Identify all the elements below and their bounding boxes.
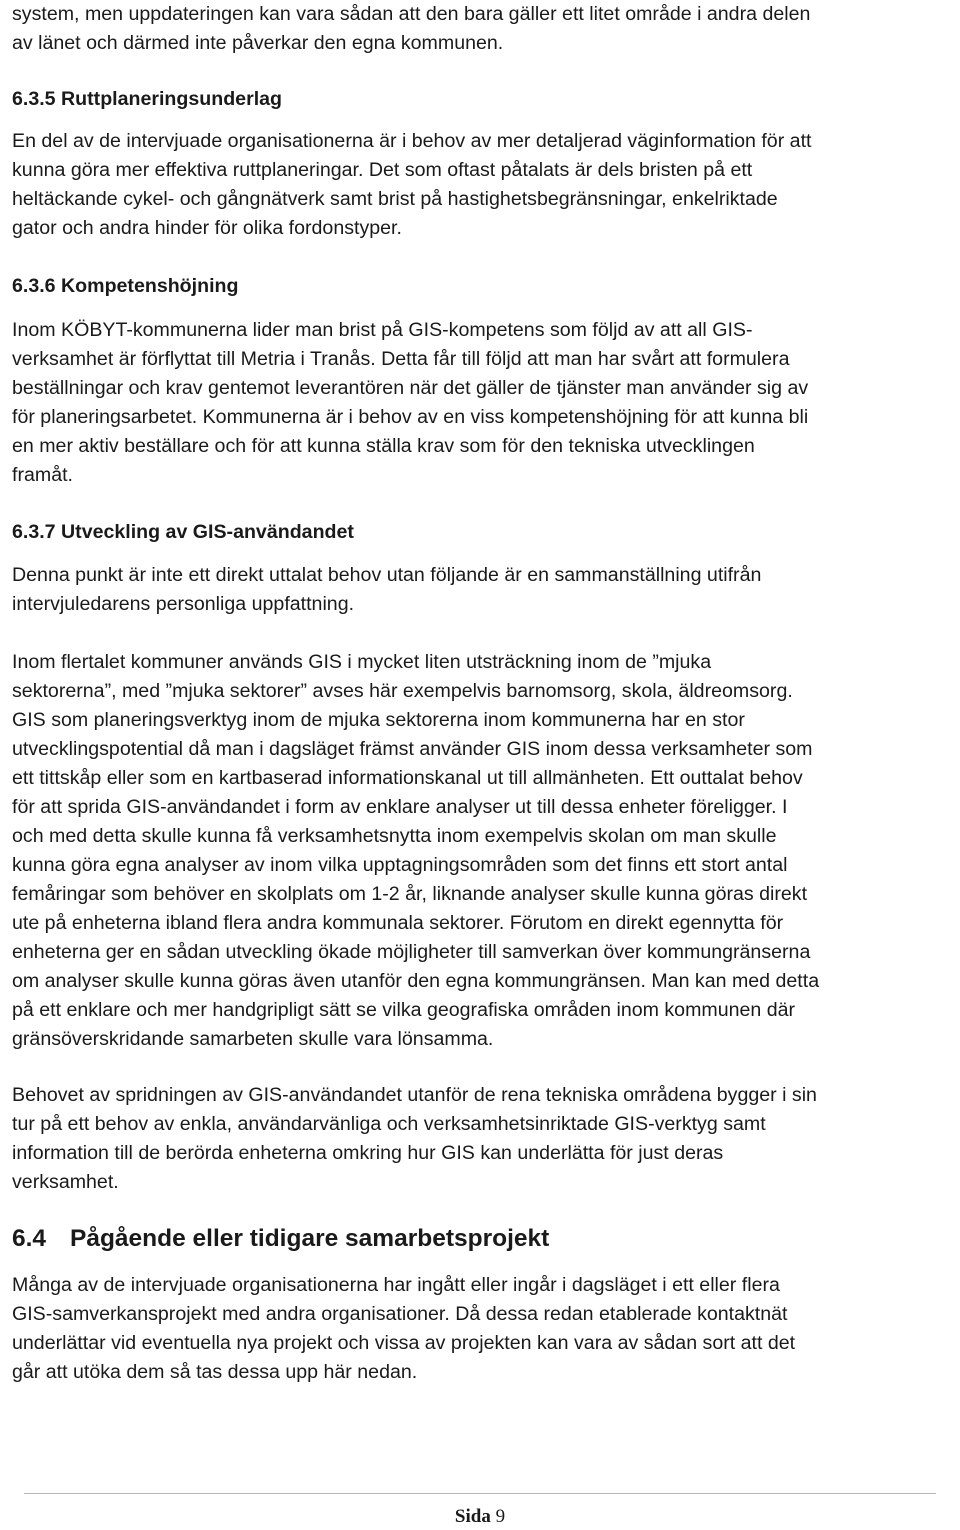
page-label: Sida (454, 1506, 491, 1527)
text-line: femåringar som behöver en skolplats om 1-2 år, liknande analyser skulle kunna göras direkt (12, 883, 808, 905)
text-line: ute på enheterna ibland flera andra kommunala sektorer. Förutom en direkt egennytta för (12, 912, 784, 934)
text-line: Behovet av spridningen av GIS-användandet utanför de rena tekniska områdena bygger i sin (12, 1084, 817, 1106)
text-line: sektorerna”, med ”mjuka sektorer” avses här exempelvis barnomsorg, skola, äldreomsorg. (12, 680, 793, 702)
text-line: En del av de intervjuade organisationerna är i behov av mer detaljerad väginformation för att (12, 130, 812, 152)
section-heading: 6.3.7 Utveckling av GIS-användandet (12, 521, 354, 543)
text-line: intervjuledarens personliga uppfattning. (12, 593, 355, 615)
text-line: kunna göra mer effektiva ruttplaneringar. Det som oftast påtalats är dels bristen på ett (12, 159, 753, 181)
text-line: verksamhet är förflyttat till Metria i Tranås. Detta får till följd att man har svårt att formulera (12, 348, 790, 370)
text-line: GIS som planeringsverktyg inom de mjuka sektorerna inom kommunerna har en stor (12, 709, 745, 731)
text-line: Många av de intervjuade organisationerna har ingått eller ingår i dagsläget i ett eller flera (12, 1274, 780, 1296)
page-number-value: 9 (495, 1506, 506, 1527)
text-line: kunna göra egna analyser av inom vilka upptagningsområden som det finns ett stort antal (12, 854, 788, 876)
section-heading: 6.3.5 Ruttplaneringsunderlag (12, 88, 283, 110)
section-6-3-6 (12, 272, 952, 301)
section-number: 6.4 (12, 1225, 47, 1252)
text-line: en mer aktiv beställare och för att kunna ställa krav som för den tekniska utvecklingen (12, 435, 755, 457)
text-line: Inom KÖBYT-kommunerna lider man brist på GIS-kompetens som följd av att all GIS- (12, 319, 753, 341)
section-6-3-5 (12, 85, 952, 114)
section-heading (12, 1223, 952, 1255)
text-line: verksamhet. (12, 1171, 119, 1193)
text-line: på ett enklare och mer handgripligt sätt se vilka geografiska områden inom kommunen där (12, 999, 796, 1021)
section-6-3-6-paragraph (12, 316, 952, 490)
text-line: Inom flertalet kommuner används GIS i mycket liten utsträckning inom de ”mjuka (12, 651, 712, 673)
page-footer (0, 1493, 960, 1530)
text-line: information till de berörda enheterna omkring hur GIS kan underlätta för just deras (12, 1142, 724, 1164)
text-line: Denna punkt är inte ett direkt uttalat behov utan följande är en sammanställning utifrån (12, 564, 762, 586)
text-line: heltäckande cykel- och gångnätverk samt brist på hastighetsbegränsningar, enkelriktade (12, 188, 778, 210)
text-line: GIS-samverkansprojekt med andra organisationer. Då dessa redan etablerade kontaktnät (12, 1303, 788, 1325)
section-title: Pågående eller tidigare samarbetsprojekt (70, 1225, 550, 1252)
text-line: system, men uppdateringen kan vara sådan att den bara gäller ett litet område i andra delen (12, 3, 811, 25)
text-line: enheterna ger en sådan utveckling ökade möjligheter till samverkan över kommungränserna (12, 941, 811, 963)
section-6-4-paragraph (12, 1271, 952, 1387)
text-line: underlättar vid eventuella nya projekt och vissa av projekten kan vara av sådan sort att det (12, 1332, 796, 1354)
text-line: tur på ett behov av enkla, användarvänliga och verksamhetsinriktade GIS-verktyg samt (12, 1113, 766, 1135)
text-line: utvecklingspotential då man i dagsläget främst använder GIS inom dessa verksamheter som (12, 738, 813, 760)
section-6-3-5-paragraph (12, 127, 952, 243)
section-6-3-7-paragraph-3 (12, 1081, 952, 1197)
text-line: gränsöverskridande samarbeten skulle vara lönsamma. (12, 1028, 494, 1050)
page-number (0, 1506, 960, 1528)
text-line: för att sprida GIS-användandet i form av enklare analyser ut till dessa enheter föreligger. I (12, 796, 788, 818)
text-line: framåt. (12, 464, 73, 486)
section-6-3-7 (12, 518, 952, 547)
text-line: och med detta skulle kunna få verksamhetsnytta inom exempelvis skolan om man skulle (12, 825, 777, 847)
section-6-3-7-paragraph-1 (12, 561, 952, 619)
text-line: om analyser skulle kunna göras även utanför den egna kommungränsen. Man kan med detta (12, 970, 820, 992)
text-line: för planeringsarbetet. Kommunerna är i behov av en viss kompetenshöjning för att kunna bli (12, 406, 809, 428)
text-line: ett tittskåp eller som en kartbaserad informationskanal ut till allmänheten. Ett outtalat behov (12, 767, 803, 789)
footer-divider (24, 1493, 936, 1494)
section-6-3-7-paragraph-2 (12, 648, 952, 1054)
section-heading: 6.3.6 Kompetenshöjning (12, 275, 239, 297)
intro-paragraph (12, 0, 952, 58)
text-line: går att utöka dem så tas dessa upp här nedan. (12, 1361, 418, 1383)
text-line: av länet och därmed inte påverkar den egna kommunen. (12, 32, 504, 54)
text-line: beställningar och krav gentemot leverantören när det gäller de tjänster man använder sig av (12, 377, 809, 399)
text-line: gator och andra hinder för olika fordonstyper. (12, 217, 402, 239)
section-6-4 (12, 1223, 952, 1255)
